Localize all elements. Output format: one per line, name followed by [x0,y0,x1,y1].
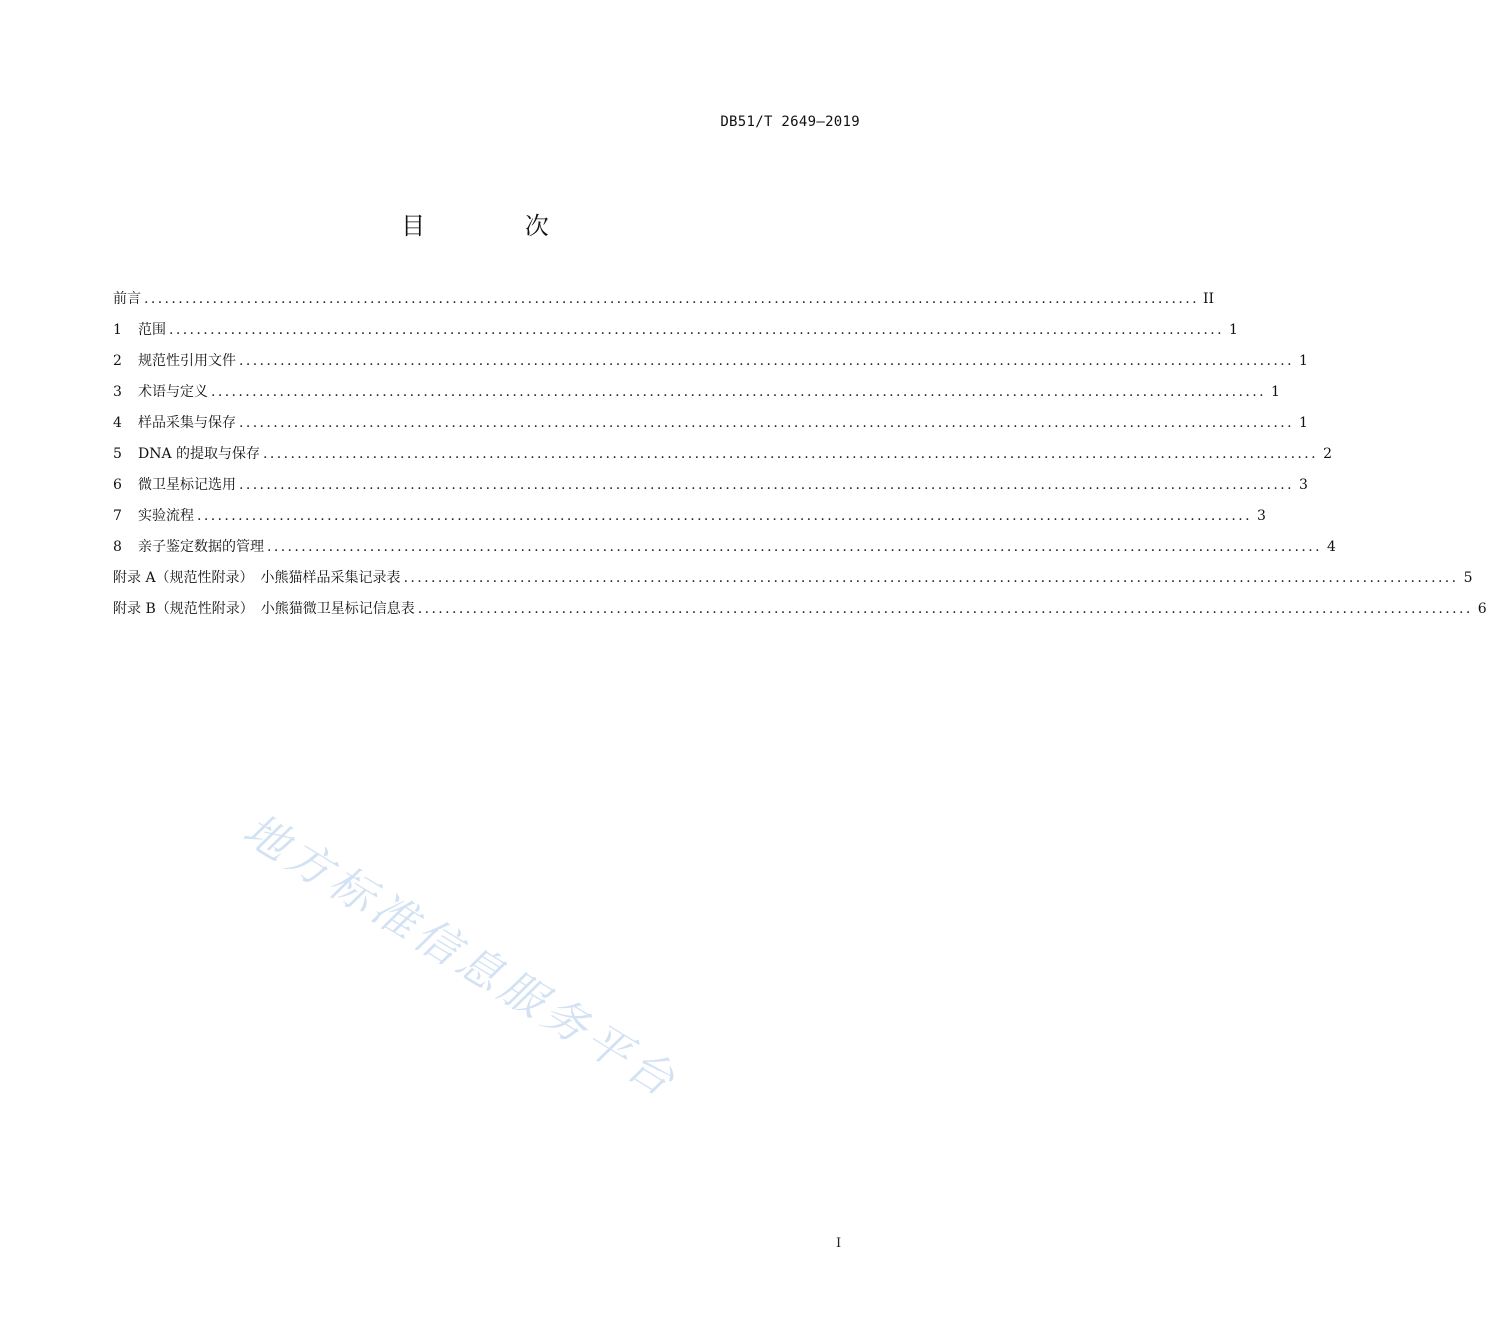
toc-leader-dots: .......................................................................................................................................................... [169,322,1224,338]
toc-leader-dots: .......................................................................................................................................................... [197,508,1252,524]
toc-entry-6[interactable] [113,470,1308,501]
toc-entry-4[interactable] [113,408,1308,439]
toc-entry-number: 3 [113,384,122,400]
toc-leader-dots: .......................................................................................................................................................... [403,570,1459,586]
table-of-contents [113,284,1487,625]
toc-entry-number: 4 [113,415,122,431]
toc-entry-page: II [1202,291,1214,307]
toc-leader-dots: .......................................................................................................................................................... [144,291,1199,307]
toc-entry-5[interactable] [113,439,1332,470]
toc-entry-label: 实验流程 [138,508,194,524]
toc-leader-dots: .......................................................................................................................................................... [239,353,1294,369]
toc-entry-foreword[interactable] [113,284,1214,315]
toc-entry-appendix-a[interactable] [113,563,1473,594]
toc-entry-appendix-b[interactable] [113,594,1487,625]
toc-entry-page: 6 [1477,601,1487,617]
standard-code: DB51/T 2649—2019 [720,114,860,130]
toc-entry-3[interactable] [113,377,1280,408]
toc-entry-page: 4 [1327,539,1336,555]
toc-entry-page: 1 [1299,415,1308,431]
page-title: 目 次 [401,212,595,240]
toc-entry-page: 1 [1299,353,1308,369]
toc-entry-label: 附录 A（规范性附录） 小熊猫样品采集记录表 [113,570,401,586]
toc-entry-number: 8 [113,539,122,555]
toc-leader-dots: .......................................................................................................................................................... [417,601,1473,617]
toc-entry-number: 2 [113,353,122,369]
toc-entry-number: 5 [113,446,122,462]
toc-entry-page: 1 [1271,384,1280,400]
toc-entry-label: 规范性引用文件 [138,353,236,369]
toc-leader-dots: .......................................................................................................................................................... [263,446,1318,462]
toc-leader-dots: .......................................................................................................................................................... [239,477,1294,493]
toc-entry-page: 5 [1463,570,1473,586]
toc-entry-page: 1 [1229,322,1238,338]
toc-entry-label: DNA 的提取与保存 [138,446,261,462]
toc-entry-page: 2 [1323,446,1332,462]
toc-entry-label: 附录 B（规范性附录） 小熊猫微卫星标记信息表 [113,601,415,617]
toc-entry-label: 前言 [113,291,141,307]
toc-entry-7[interactable] [113,501,1266,532]
toc-entry-number: 1 [113,322,122,338]
toc-entry-label: 微卫星标记选用 [138,477,236,493]
toc-entry-page: 3 [1257,508,1266,524]
toc-entry-label: 术语与定义 [138,384,208,400]
toc-leader-dots: .......................................................................................................................................................... [239,415,1294,431]
page-number: I [836,1236,842,1251]
toc-entry-number: 7 [113,508,122,524]
toc-entry-label: 亲子鉴定数据的管理 [138,539,264,555]
toc-entry-label: 范围 [138,322,166,338]
toc-entry-label: 样品采集与保存 [138,415,236,431]
toc-entry-page: 3 [1299,477,1308,493]
toc-leader-dots: .......................................................................................................................................................... [211,384,1266,400]
toc-entry-1[interactable] [113,315,1238,346]
toc-entry-2[interactable] [113,346,1308,377]
watermark-text: 地方标准信息服务平台 [234,804,688,1109]
toc-entry-8[interactable] [113,532,1336,563]
toc-entry-number: 6 [113,477,122,493]
toc-leader-dots: .......................................................................................................................................................... [267,539,1322,555]
